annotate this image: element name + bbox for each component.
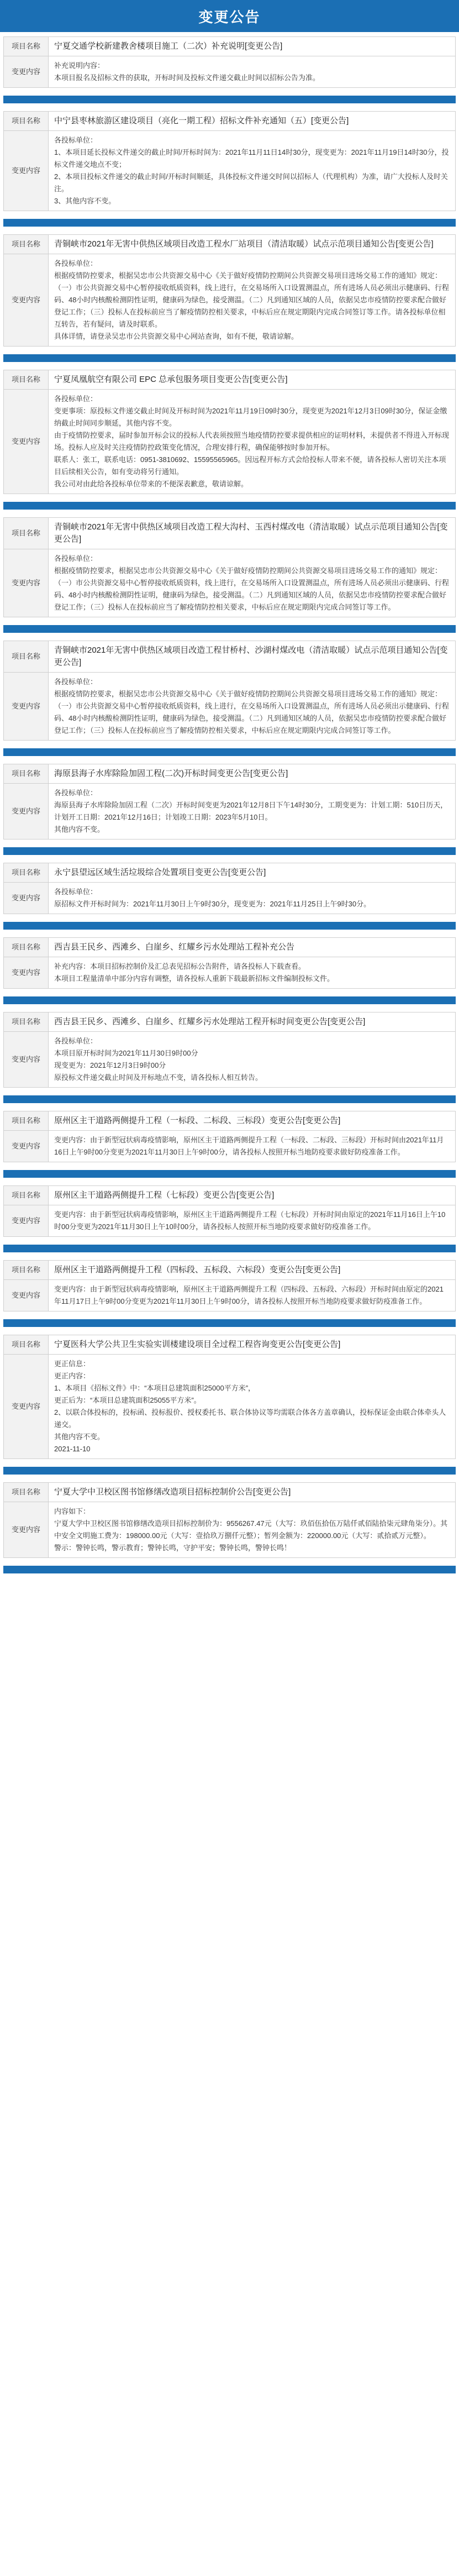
project-name-label: 项目名称: [4, 235, 49, 254]
notice-item: [3, 517, 456, 633]
change-content-text: [49, 1502, 456, 1558]
project-name-link[interactable]: 宁夏凤凰航空有限公司 EPC 总承包服务项目变更公告[变更公告]: [49, 370, 456, 390]
change-content-text: [49, 784, 456, 840]
change-content-paragraph: 变更内容：由于新型冠状病毒疫情影响，原州区主干道路两侧提升工程（七标段）开标时间由原定的2021年11月16日上午10时00分变更为2021年11月30日上午10时00分，请各投标人按照开标当地防疫要求做好防疫准备工作。: [54, 1210, 446, 1231]
notice-separator: [3, 219, 456, 227]
project-name-label: 项目名称: [4, 1012, 49, 1032]
change-content-paragraph: 补充说明内容： 本项目报名及招标文件的获取，开标时间及投标文件递交截止时间以招标公告为准。: [54, 61, 320, 82]
change-content-label: 变更内容: [4, 1355, 49, 1459]
change-content-text: [49, 883, 456, 914]
project-name-link[interactable]: 青铜峡市2021年无害中供热区域项目改造工程大沟村、玉西村煤改电（清洁取暖）试点示范项目通知公告[变更公告]: [49, 518, 456, 549]
project-name-link[interactable]: 宁夏大学中卫校区图书馆修缮改造项目招标控制价公告[变更公告]: [49, 1483, 456, 1502]
change-content-text: [49, 1131, 456, 1162]
project-name-link[interactable]: 宁夏医科大学公共卫生实验实训楼建设项目全过程工程咨询变更公告[变更公告]: [49, 1335, 456, 1355]
notice-table: [3, 1482, 456, 1558]
change-content-paragraph: 内容如下： 宁夏大学中卫校区图书馆修缮改造项目招标控制价为：9556267.47元（大写：玖佰伍拾伍万陆仟贰佰陆拾柒元肆角柒分）。其中安全文明施工费为：198000.00元（大写：壹拾玖万捌仟元整）；暂列金额为：220000.00元（大写：贰拾贰万元整）。 警示：警钟长鸣，警示教育；警钟长鸣，守护平安；警钟长鸣，警钟长鸣！: [54, 1507, 448, 1552]
change-content-paragraph: 各投标单位： 根据疫情防控要求，根据吴忠市公共资源交易中心《关于做好疫情防控期间公共资源交易项目进场交易工作的通知》规定：（一）市公共资源交易中心暂停接收纸质资料，线上进行，在交易场所入口设置测温点，所有进场人员必须出示健康码、行程码、48小时内核酸检测阴性证明，健康码为绿色，接受测温。（二）凡到通知区域的人员，依据吴忠市疫情防控要求配合做好登记工作；（三）投标人在投标前应当了解疫情防控相关要求，中标后应在规定期限内完成合同签订等工作。请各投标单位相互转告，若有疑问，请及时联系。 具体详情，请登录吴忠市公共资源交易中心网站查询，如有不便，敬请谅解。: [54, 259, 450, 340]
change-content-label: 变更内容: [4, 1032, 49, 1088]
change-content-label: 变更内容: [4, 131, 49, 211]
notice-item: [3, 937, 456, 1004]
change-content-text: [49, 1032, 456, 1088]
project-name-label: 项目名称: [4, 764, 49, 784]
change-content-text: [49, 1355, 456, 1459]
change-content-paragraph: 各投标单位： 海原县海子水库除险加固工程（二次）开标时间变更为2021年12月8日下午14时30分，工期变更为：计划工期：510日历天，计划开工日期：2021年12月16日；计划竣工日期：2023年5月10日。 其他内容不变。: [54, 789, 448, 833]
notice-table: [3, 1335, 456, 1459]
notice-table: [3, 234, 456, 347]
notice-item: [3, 370, 456, 510]
change-content-label: 变更内容: [4, 549, 49, 617]
notice-list: [0, 36, 459, 1573]
change-content-paragraph: 各投标单位： 本项目原开标时间为2021年11月30日9时00分 现变更为：2021年12月3日9时00分 原投标文件递交截止时间及开标地点不变，请各投标人相互转告。: [54, 1037, 263, 1082]
notice-item: [3, 1482, 456, 1573]
notice-table: [3, 764, 456, 840]
notice-table: [3, 863, 456, 914]
notice-item: [3, 1012, 456, 1103]
project-name-label: 项目名称: [4, 1111, 49, 1131]
notice-separator: [3, 1566, 456, 1573]
notice-item: [3, 36, 456, 103]
notice-item: [3, 111, 456, 227]
change-content-text: [49, 957, 456, 989]
change-content-paragraph: 补充内容：本项目招标控制价及汇总表见招标公告附件，请各投标人下载查看。 本项目工程量清单中部分内容有调整，请各投标人重新下载最新招标文件编制投标文件。: [54, 962, 335, 983]
notice-separator: [3, 625, 456, 633]
notice-table: [3, 1260, 456, 1311]
project-name-link[interactable]: 原州区主干道路两侧提升工程（四标段、五标段、六标段）变更公告[变更公告]: [49, 1261, 456, 1280]
project-name-label: 项目名称: [4, 518, 49, 549]
project-name-link[interactable]: 青铜峡市2021年无害中供热区域项目改造工程水厂站项目（清洁取暖）试点示范项目通知公告[变更公告]: [49, 235, 456, 254]
change-content-label: 变更内容: [4, 1205, 49, 1237]
change-content-paragraph: 各投标单位： 根据疫情防控要求，根据吴忠市公共资源交易中心《关于做好疫情防控期间公共资源交易项目进场交易工作的通知》规定：（一）市公共资源交易中心暂停接收纸质资料，线上进行，在交易场所入口设置测温点，所有进场人员必须出示健康码、行程码、48小时内核酸检测阴性证明，健康码为绿色，接受测温。（二）凡到通知区域的人员，依据吴忠市疫情防控要求配合做好登记工作；（三）投标人在投标前应当了解疫情防控相关要求，中标后应在规定期限内完成合同签订等工作。: [54, 678, 450, 734]
change-content-text: [49, 56, 456, 88]
change-content-label: 变更内容: [4, 784, 49, 840]
change-content-text: [49, 131, 456, 211]
project-name-label: 项目名称: [4, 1483, 49, 1502]
change-content-paragraph: 更正信息： 更正内容： 1、本项目《招标文件》中：“本项目总建筑面积25000平方米”， 更正后为：“本项目总建筑面积25055平方米”。 2、以联合体投标的，投标函、投标报价、授权委托书、联合体协议等均需联合体各方盖章确认，投标保证金由联合体牵头人递交。 其他内容不变。 2021-11-10: [54, 1360, 446, 1453]
notice-separator: [3, 1467, 456, 1475]
change-content-text: [49, 549, 456, 617]
notice-separator: [3, 847, 456, 855]
change-content-paragraph: 各投标单位： 变更事项：原投标文件递交截止时间及开标时间为2021年11月19日09时30分，现变更为2021年12月3日09时30分，保证金缴纳截止时间同步顺延，其他内容不变。 由于疫情防控要求，届时参加开标会议的投标人代表须按照当地疫情防控要求提供相应的证明材料，未提供者不得进入开标现场。投标人应及时关注疫情防控政策变化情况，合理安排行程，确保能够按时参加开标。 联系人：张工，联系电话：0951-3810692、15595565965。因远程开标方式会给投标人带来不便，请各投标人密切关注本项目后续相关公告，如有变动将另行通知。 我公司对由此给各投标单位带来的不便深表歉意，敬请谅解。: [54, 395, 450, 488]
change-content-label: 变更内容: [4, 254, 49, 347]
notice-separator: [3, 996, 456, 1004]
notice-table: [3, 1012, 456, 1088]
project-name-link[interactable]: 中宁县枣林旅游区建设项目（亮化一期工程）招标文件补充通知（五）[变更公告]: [49, 112, 456, 131]
project-name-link[interactable]: 海原县海子水库除险加固工程(二次)开标时间变更公告[变更公告]: [49, 764, 456, 784]
project-name-label: 项目名称: [4, 370, 49, 390]
notice-item: [3, 1185, 456, 1252]
notice-separator: [3, 748, 456, 756]
project-name-link[interactable]: 宁夏交通学校新建教舍楼项目施工（二次）补充说明[变更公告]: [49, 37, 456, 56]
project-name-link[interactable]: 青铜峡市2021年无害中供热区域项目改造工程甘桥村、沙湖村煤改电（清洁取暖）试点示范项目通知公告[变更公告]: [49, 641, 456, 673]
change-content-paragraph: 各投标单位： 根据疫情防控要求，根据吴忠市公共资源交易中心《关于做好疫情防控期间公共资源交易项目进场交易工作的通知》规定：（一）市公共资源交易中心暂停接收纸质资料，线上进行，在交易场所入口设置测温点，所有进场人员必须出示健康码、行程码、48小时内核酸检测阴性证明，健康码为绿色，接受测温。（二）凡到通知区域的人员，依据吴忠市疫情防控要求配合做好登记工作；（三）投标人在投标前应当了解疫情防控相关要求，中标后应在规定期限内完成合同签订等工作。: [54, 554, 450, 611]
notice-table: [3, 1111, 456, 1162]
page-title: 变更公告: [0, 0, 459, 32]
change-content-paragraph: 变更内容：由于新型冠状病毒疫情影响，原州区主干道路两侧提升工程（四标段、五标段、六标段）开标时间由原定的2021年11月17日上午9时00分变更为2021年11月30日上午9时00分，请各投标人按照开标当地防疫要求做好防疫准备工作。: [54, 1285, 444, 1305]
notice-table: [3, 641, 456, 741]
project-name-link[interactable]: 西吉县王民乡、西滩乡、白崖乡、红耀乡污水处理站工程开标时间变更公告[变更公告]: [49, 1012, 456, 1032]
notice-item: [3, 1111, 456, 1178]
notice-separator: [3, 1170, 456, 1178]
change-content-label: 变更内容: [4, 1131, 49, 1162]
notice-separator: [3, 922, 456, 930]
notice-separator: [3, 96, 456, 103]
project-name-label: 项目名称: [4, 641, 49, 673]
notice-table: [3, 1185, 456, 1237]
project-name-label: 项目名称: [4, 1261, 49, 1280]
notice-separator: [3, 502, 456, 510]
change-content-text: [49, 390, 456, 494]
project-name-label: 项目名称: [4, 938, 49, 957]
notice-item: [3, 1260, 456, 1327]
project-name-link[interactable]: 原州区主干道路两侧提升工程（一标段、二标段、三标段）变更公告[变更公告]: [49, 1111, 456, 1131]
project-name-label: 项目名称: [4, 112, 49, 131]
notice-separator: [3, 1319, 456, 1327]
project-name-label: 项目名称: [4, 37, 49, 56]
change-content-text: [49, 1205, 456, 1237]
notice-table: [3, 937, 456, 989]
project-name-link[interactable]: 西吉县王民乡、西滩乡、白崖乡、红耀乡污水处理站工程补充公告: [49, 938, 456, 957]
change-content-paragraph: 各投标单位： 原招标文件开标时间为：2021年11月30日上午9时30分，现变更为：2021年11月25日上午9时30分。: [54, 888, 371, 908]
change-content-label: 变更内容: [4, 1280, 49, 1311]
notice-item: [3, 863, 456, 930]
change-content-text: [49, 254, 456, 347]
change-content-text: [49, 1280, 456, 1311]
change-content-label: 变更内容: [4, 883, 49, 914]
project-name-label: 项目名称: [4, 1335, 49, 1355]
notice-separator: [3, 1245, 456, 1252]
notice-separator: [3, 1095, 456, 1103]
notice-item: [3, 1335, 456, 1475]
change-content-paragraph: 各投标单位： 1、本项目延长投标文件递交的截止时间/开标时间为：2021年11月11日14时30分，现变更为：2021年11月19日14时30分，投标文件递交地点不变； 2、本项目投标文件递交的截止时间/开标时间顺延，具体投标文件递交时间以招标人（代理机构）为准，请广大投标人及时关注。 3、其他内容不变。: [54, 136, 449, 205]
change-content-text: [49, 673, 456, 741]
change-content-label: 变更内容: [4, 957, 49, 989]
change-content-label: 变更内容: [4, 1502, 49, 1558]
project-name-label: 项目名称: [4, 1186, 49, 1205]
notice-table: [3, 517, 456, 617]
notice-table: [3, 111, 456, 211]
project-name-link[interactable]: 原州区主干道路两侧提升工程（七标段）变更公告[变更公告]: [49, 1186, 456, 1205]
notice-item: [3, 234, 456, 362]
project-name-label: 项目名称: [4, 863, 49, 883]
change-content-label: 变更内容: [4, 56, 49, 88]
notice-table: [3, 370, 456, 494]
change-content-label: 变更内容: [4, 673, 49, 741]
change-content-label: 变更内容: [4, 390, 49, 494]
change-content-paragraph: 变更内容：由于新型冠状病毒疫情影响，原州区主干道路两侧提升工程（一标段、二标段、三标段）开标时间由2021年11月16日上午9时00分变更为2021年11月30日上午9时00分，请各投标人按照开标当地防疫要求做好防疫准备工作。: [54, 1136, 444, 1156]
notice-item: [3, 641, 456, 756]
notice-table: [3, 36, 456, 88]
notice-item: [3, 764, 456, 855]
project-name-link[interactable]: 永宁县望远区域生活垃圾综合处置项目变更公告[变更公告]: [49, 863, 456, 883]
notice-separator: [3, 354, 456, 362]
